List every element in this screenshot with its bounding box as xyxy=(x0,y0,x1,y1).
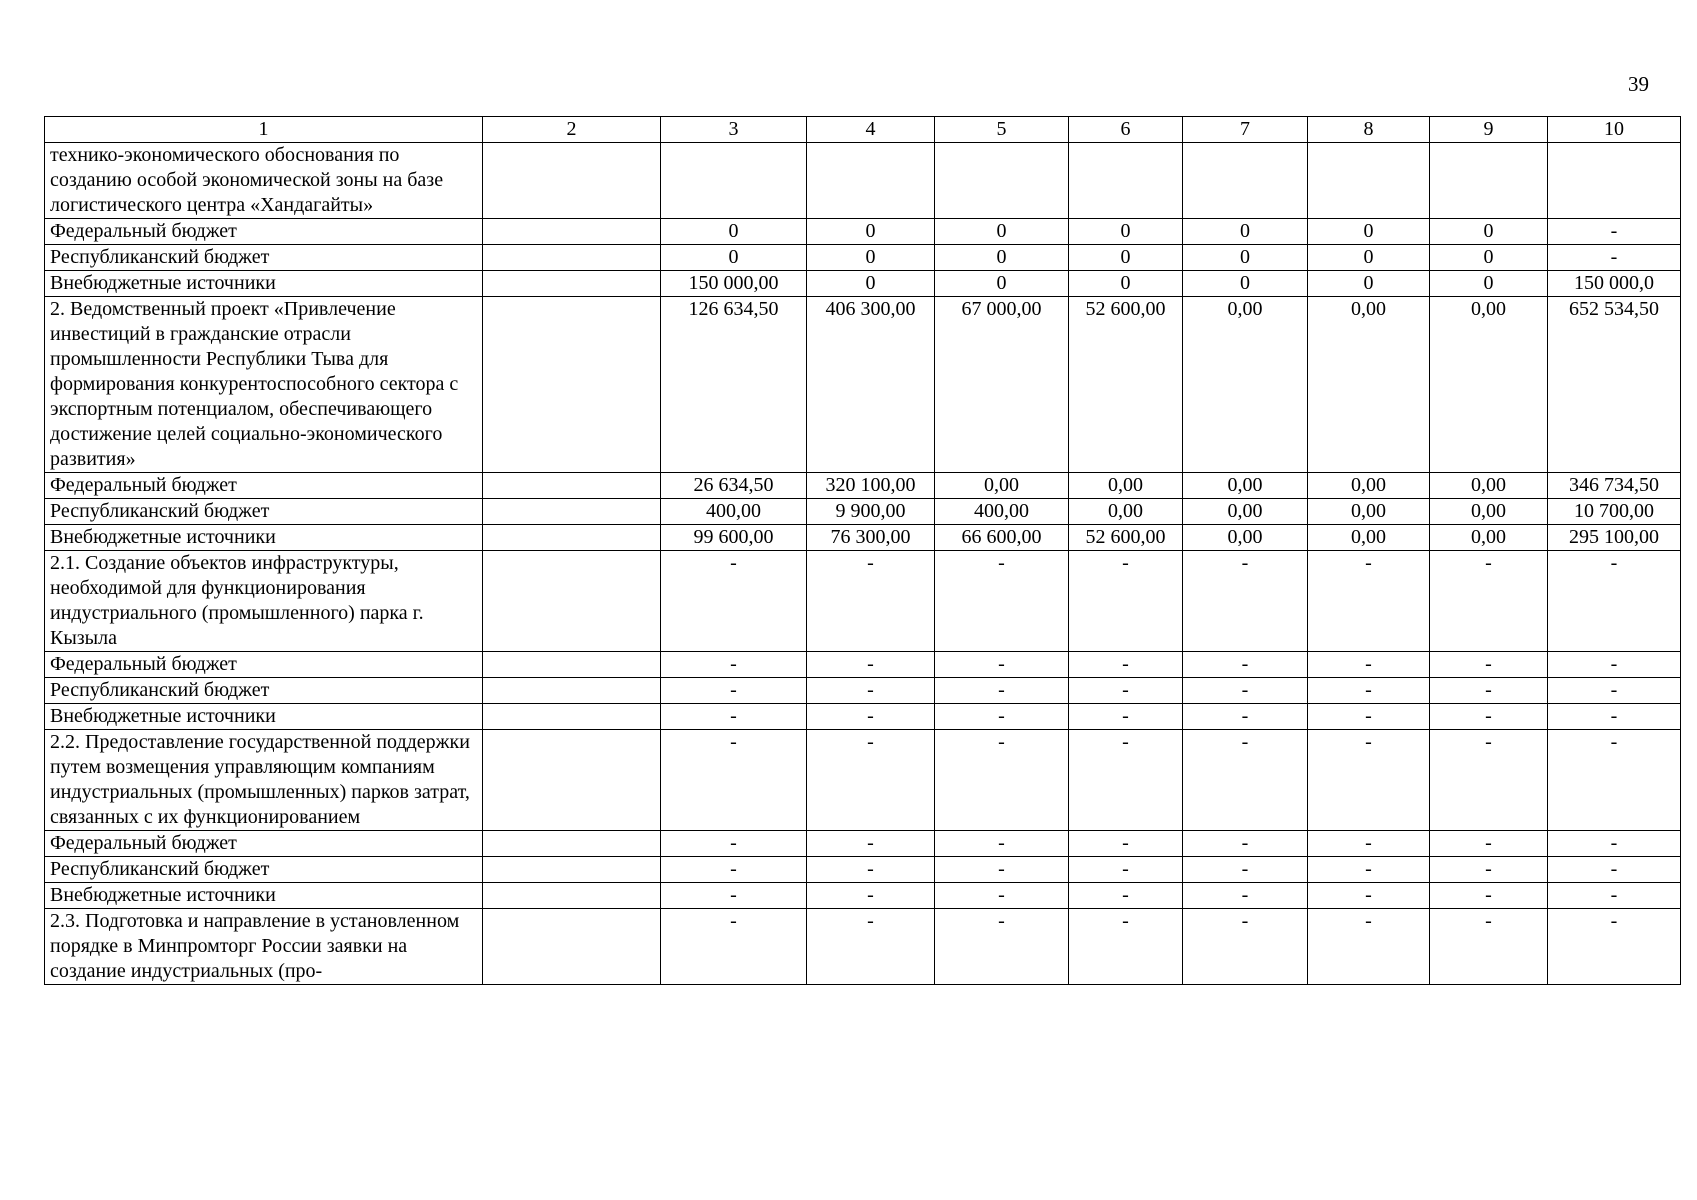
col2-cell xyxy=(483,499,661,525)
value-cell: 0 xyxy=(935,219,1069,245)
value-cell: - xyxy=(1430,857,1548,883)
value-cell: 0,00 xyxy=(1308,525,1430,551)
value-cell: - xyxy=(1183,551,1308,652)
value-cell: - xyxy=(661,551,807,652)
header-cell: 10 xyxy=(1548,117,1681,143)
value-cell: 10 700,00 xyxy=(1548,499,1681,525)
value-cell xyxy=(1308,143,1430,219)
table-row xyxy=(45,219,1681,245)
value-cell: - xyxy=(1183,831,1308,857)
value-cell: - xyxy=(935,704,1069,730)
value-cell: 0 xyxy=(1308,245,1430,271)
value-cell: - xyxy=(935,551,1069,652)
value-cell: - xyxy=(1308,678,1430,704)
value-cell: - xyxy=(1430,831,1548,857)
value-cell: 0 xyxy=(807,271,935,297)
col2-cell xyxy=(483,219,661,245)
row-name-cell: технико-экономического обоснования по созданию особой экономической зоны на базе логистического центра «Хандагайты» xyxy=(45,143,483,219)
value-cell: 0 xyxy=(935,245,1069,271)
value-cell: - xyxy=(661,831,807,857)
value-cell: 99 600,00 xyxy=(661,525,807,551)
value-cell: 0,00 xyxy=(1308,473,1430,499)
value-cell: 0 xyxy=(1430,219,1548,245)
col2-cell xyxy=(483,271,661,297)
table-row xyxy=(45,678,1681,704)
header-cell: 2 xyxy=(483,117,661,143)
value-cell: - xyxy=(1069,652,1183,678)
value-cell: 0,00 xyxy=(1069,473,1183,499)
value-cell: - xyxy=(1069,857,1183,883)
value-cell: - xyxy=(807,678,935,704)
table-row xyxy=(45,143,1681,219)
value-cell: - xyxy=(1548,245,1681,271)
budget-table xyxy=(44,116,1681,985)
value-cell: - xyxy=(1548,730,1681,831)
table-row xyxy=(45,883,1681,909)
row-name-cell: Внебюджетные источники xyxy=(45,271,483,297)
value-cell: 0,00 xyxy=(1183,297,1308,473)
row-name-cell: Федеральный бюджет xyxy=(45,652,483,678)
value-cell: - xyxy=(1308,909,1430,985)
header-cell: 7 xyxy=(1183,117,1308,143)
table-row xyxy=(45,297,1681,473)
value-cell: - xyxy=(1548,883,1681,909)
value-cell: 0,00 xyxy=(1183,499,1308,525)
value-cell: - xyxy=(1308,857,1430,883)
col2-cell xyxy=(483,883,661,909)
col2-cell xyxy=(483,857,661,883)
value-cell: 652 534,50 xyxy=(1548,297,1681,473)
value-cell: - xyxy=(935,909,1069,985)
value-cell: - xyxy=(661,678,807,704)
value-cell xyxy=(1069,143,1183,219)
value-cell: 0 xyxy=(935,271,1069,297)
header-cell: 9 xyxy=(1430,117,1548,143)
value-cell: - xyxy=(935,831,1069,857)
value-cell: - xyxy=(1548,219,1681,245)
header-cell: 3 xyxy=(661,117,807,143)
value-cell: 0 xyxy=(1183,245,1308,271)
value-cell: - xyxy=(1308,831,1430,857)
value-cell: - xyxy=(1430,909,1548,985)
value-cell: - xyxy=(661,857,807,883)
value-cell: - xyxy=(1548,678,1681,704)
value-cell xyxy=(661,143,807,219)
value-cell: - xyxy=(1069,704,1183,730)
value-cell: - xyxy=(1548,551,1681,652)
value-cell: - xyxy=(661,730,807,831)
value-cell: - xyxy=(807,551,935,652)
row-name-cell: Внебюджетные источники xyxy=(45,704,483,730)
table-row xyxy=(45,831,1681,857)
value-cell: - xyxy=(1430,704,1548,730)
value-cell: - xyxy=(1548,857,1681,883)
col2-cell xyxy=(483,551,661,652)
page-number: 39 xyxy=(1628,72,1649,96)
value-cell: - xyxy=(807,704,935,730)
value-cell: 9 900,00 xyxy=(807,499,935,525)
col2-cell xyxy=(483,245,661,271)
value-cell: 346 734,50 xyxy=(1548,473,1681,499)
value-cell: - xyxy=(935,857,1069,883)
value-cell: - xyxy=(1548,704,1681,730)
header-cell: 6 xyxy=(1069,117,1183,143)
row-name-cell: Федеральный бюджет xyxy=(45,831,483,857)
row-name-cell: Республиканский бюджет xyxy=(45,857,483,883)
value-cell: - xyxy=(807,831,935,857)
value-cell: 0 xyxy=(1069,219,1183,245)
col2-cell xyxy=(483,730,661,831)
table-row xyxy=(45,909,1681,985)
row-name-cell: 2.2. Предоставление государственной поддержки путем возмещения управляющим компаниям индустриальных (промышленных) парков затрат, связанных с их функционированием xyxy=(45,730,483,831)
table-row xyxy=(45,525,1681,551)
value-cell: 0 xyxy=(807,245,935,271)
table-row xyxy=(45,730,1681,831)
value-cell: 76 300,00 xyxy=(807,525,935,551)
col2-cell xyxy=(483,652,661,678)
value-cell: - xyxy=(1183,909,1308,985)
value-cell: - xyxy=(1069,909,1183,985)
value-cell: 66 600,00 xyxy=(935,525,1069,551)
value-cell: 0 xyxy=(807,219,935,245)
value-cell: 0,00 xyxy=(1430,473,1548,499)
row-name-cell: 2. Ведомственный проект «Привлечение инвестиций в гражданские отрасли промышленности Республики Тыва для формирования конкурентоспособного сектора с экспортным потенциалом, обеспечивающего достижение целей социально-экономического развития» xyxy=(45,297,483,473)
value-cell: 67 000,00 xyxy=(935,297,1069,473)
value-cell: - xyxy=(1183,730,1308,831)
value-cell: - xyxy=(1308,704,1430,730)
value-cell: 0,00 xyxy=(1430,297,1548,473)
value-cell xyxy=(1548,143,1681,219)
value-cell: 400,00 xyxy=(935,499,1069,525)
row-name-cell: Федеральный бюджет xyxy=(45,219,483,245)
col2-cell xyxy=(483,704,661,730)
table-row xyxy=(45,704,1681,730)
value-cell: - xyxy=(1183,652,1308,678)
value-cell: - xyxy=(1430,652,1548,678)
value-cell: 52 600,00 xyxy=(1069,525,1183,551)
row-name-cell: Федеральный бюджет xyxy=(45,473,483,499)
value-cell: - xyxy=(1308,551,1430,652)
value-cell: - xyxy=(935,678,1069,704)
value-cell: 406 300,00 xyxy=(807,297,935,473)
value-cell: - xyxy=(661,704,807,730)
header-row xyxy=(45,117,1681,143)
value-cell: 0,00 xyxy=(1308,499,1430,525)
col2-cell xyxy=(483,297,661,473)
value-cell: 150 000,00 xyxy=(661,271,807,297)
value-cell: - xyxy=(1430,730,1548,831)
value-cell: - xyxy=(807,909,935,985)
value-cell: 26 634,50 xyxy=(661,473,807,499)
header-cell: 1 xyxy=(45,117,483,143)
value-cell: 0 xyxy=(1069,271,1183,297)
col2-cell xyxy=(483,909,661,985)
row-name-cell: Внебюджетные источники xyxy=(45,525,483,551)
value-cell: 0,00 xyxy=(1183,525,1308,551)
value-cell: - xyxy=(807,857,935,883)
row-name-cell: Республиканский бюджет xyxy=(45,499,483,525)
value-cell: - xyxy=(1183,678,1308,704)
value-cell xyxy=(807,143,935,219)
value-cell: 0 xyxy=(1069,245,1183,271)
value-cell: - xyxy=(1430,883,1548,909)
value-cell: 0,00 xyxy=(1430,499,1548,525)
value-cell: - xyxy=(1548,831,1681,857)
value-cell: 0,00 xyxy=(1430,525,1548,551)
value-cell: - xyxy=(1308,730,1430,831)
value-cell: 320 100,00 xyxy=(807,473,935,499)
table-row xyxy=(45,245,1681,271)
value-cell: 295 100,00 xyxy=(1548,525,1681,551)
row-name-cell: Республиканский бюджет xyxy=(45,245,483,271)
value-cell: - xyxy=(661,909,807,985)
value-cell: - xyxy=(661,883,807,909)
value-cell: 0 xyxy=(1308,219,1430,245)
value-cell: - xyxy=(661,652,807,678)
value-cell: - xyxy=(1183,857,1308,883)
value-cell: 0 xyxy=(661,245,807,271)
row-name-cell: 2.3. Подготовка и направление в установленном порядке в Минпромторг России заявки на создание индустриальных (про- xyxy=(45,909,483,985)
value-cell xyxy=(1183,143,1308,219)
value-cell: 0,00 xyxy=(935,473,1069,499)
header-cell: 4 xyxy=(807,117,935,143)
value-cell: - xyxy=(1069,883,1183,909)
value-cell: 0 xyxy=(1183,271,1308,297)
table-row xyxy=(45,499,1681,525)
header-cell: 5 xyxy=(935,117,1069,143)
value-cell xyxy=(1430,143,1548,219)
table-row xyxy=(45,652,1681,678)
value-cell: - xyxy=(1069,551,1183,652)
value-cell: - xyxy=(1069,730,1183,831)
value-cell: 0,00 xyxy=(1069,499,1183,525)
col2-cell xyxy=(483,473,661,499)
value-cell xyxy=(935,143,1069,219)
table-row xyxy=(45,271,1681,297)
row-name-cell: Республиканский бюджет xyxy=(45,678,483,704)
col2-cell xyxy=(483,678,661,704)
col2-cell xyxy=(483,143,661,219)
table-row xyxy=(45,473,1681,499)
value-cell: - xyxy=(1548,652,1681,678)
value-cell: 400,00 xyxy=(661,499,807,525)
value-cell: - xyxy=(807,883,935,909)
value-cell: 126 634,50 xyxy=(661,297,807,473)
value-cell: - xyxy=(1308,883,1430,909)
value-cell: 0 xyxy=(1430,271,1548,297)
value-cell: - xyxy=(935,883,1069,909)
value-cell: 0 xyxy=(1430,245,1548,271)
row-name-cell: Внебюджетные источники xyxy=(45,883,483,909)
value-cell: - xyxy=(935,730,1069,831)
value-cell: - xyxy=(1430,678,1548,704)
row-name-cell: 2.1. Создание объектов инфраструктуры, необходимой для функционирования индустриального (промышленного) парка г. Кызыла xyxy=(45,551,483,652)
value-cell: - xyxy=(807,652,935,678)
value-cell: 0,00 xyxy=(1308,297,1430,473)
value-cell: 150 000,0 xyxy=(1548,271,1681,297)
value-cell: - xyxy=(807,730,935,831)
col2-cell xyxy=(483,525,661,551)
value-cell: - xyxy=(1183,883,1308,909)
value-cell: - xyxy=(1069,831,1183,857)
value-cell: - xyxy=(1183,704,1308,730)
table-row xyxy=(45,857,1681,883)
value-cell: 52 600,00 xyxy=(1069,297,1183,473)
header-cell: 8 xyxy=(1308,117,1430,143)
value-cell: 0 xyxy=(1308,271,1430,297)
value-cell: 0,00 xyxy=(1183,473,1308,499)
value-cell: 0 xyxy=(1183,219,1308,245)
value-cell: - xyxy=(1308,652,1430,678)
value-cell: 0 xyxy=(661,219,807,245)
value-cell: - xyxy=(1548,909,1681,985)
value-cell: - xyxy=(1069,678,1183,704)
table-row xyxy=(45,551,1681,652)
value-cell: - xyxy=(1430,551,1548,652)
value-cell: - xyxy=(935,652,1069,678)
col2-cell xyxy=(483,831,661,857)
